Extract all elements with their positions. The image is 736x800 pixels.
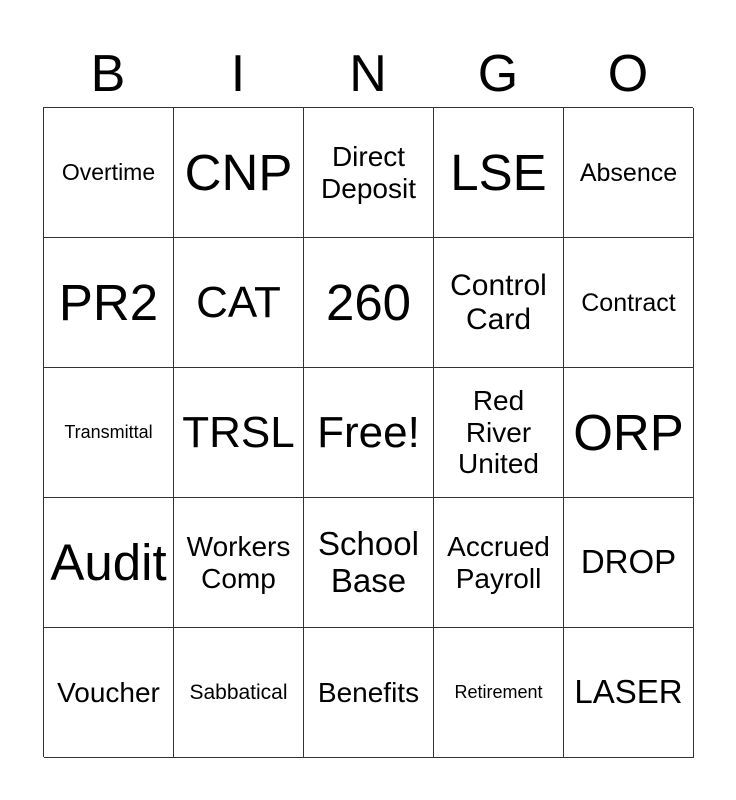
cell-label: ORP [573,403,684,461]
header-letter-o: O [607,45,649,103]
cell-label: Transmittal [64,422,153,443]
bingo-cell[interactable] [304,498,434,628]
cell-label: CNP [184,143,293,201]
header-letter-i: I [230,45,246,103]
bingo-cell[interactable] [174,628,304,758]
cell-label: Retirement [454,682,543,703]
bingo-header [43,44,693,104]
cell-label: Audit [50,533,167,591]
bingo-cell[interactable] [44,498,174,628]
cell-label: TRSL [182,407,295,457]
bingo-cell[interactable] [44,238,174,368]
header-letter-g: G [477,45,519,103]
cell-label: Contract [581,288,676,317]
cell-label: LSE [450,143,547,201]
bingo-cell[interactable] [44,628,174,758]
bingo-cell[interactable] [434,498,564,628]
bingo-cell[interactable] [174,108,304,238]
bingo-cell[interactable] [434,238,564,368]
bingo-card-grid [43,107,693,757]
cell-label: Sabbatical [189,680,288,704]
cell-label: DROP [580,543,677,581]
cell-label: Control Card [450,268,547,336]
cell-label: School Base [318,524,419,599]
bingo-cell[interactable] [44,368,174,498]
bingo-cell[interactable] [564,368,694,498]
bingo-cell[interactable] [304,628,434,758]
bingo-cell[interactable] [174,498,304,628]
cell-label: Overtime [61,158,156,185]
cell-label: Accrued Payroll [447,531,550,594]
bingo-cell[interactable] [304,238,434,368]
cell-label: PR2 [58,273,159,331]
cell-label: LASER [574,673,683,711]
cell-label: Workers Comp [186,531,291,594]
bingo-cell[interactable] [434,628,564,758]
bingo-cell[interactable] [564,628,694,758]
header-letter-n: N [349,45,387,103]
bingo-cell[interactable] [564,498,694,628]
cell-label: Direct Deposit [321,141,416,204]
header-letter-b: B [90,45,126,103]
bingo-cell[interactable] [564,238,694,368]
cell-label: CAT [196,277,281,327]
bingo-cell[interactable] [174,238,304,368]
cell-label: Red River United [458,385,539,480]
cell-label: 260 [325,273,412,331]
bingo-cell[interactable] [304,108,434,238]
bingo-cell[interactable] [174,368,304,498]
cell-label: Benefits [317,676,420,708]
bingo-cell[interactable] [434,368,564,498]
cell-label: Voucher [57,676,160,708]
bingo-cell[interactable] [564,108,694,238]
bingo-cell[interactable] [44,108,174,238]
bingo-cell[interactable] [434,108,564,238]
free-space-cell[interactable] [304,368,434,498]
free-space-label: Free! [317,407,420,457]
cell-label: Absence [579,158,678,187]
